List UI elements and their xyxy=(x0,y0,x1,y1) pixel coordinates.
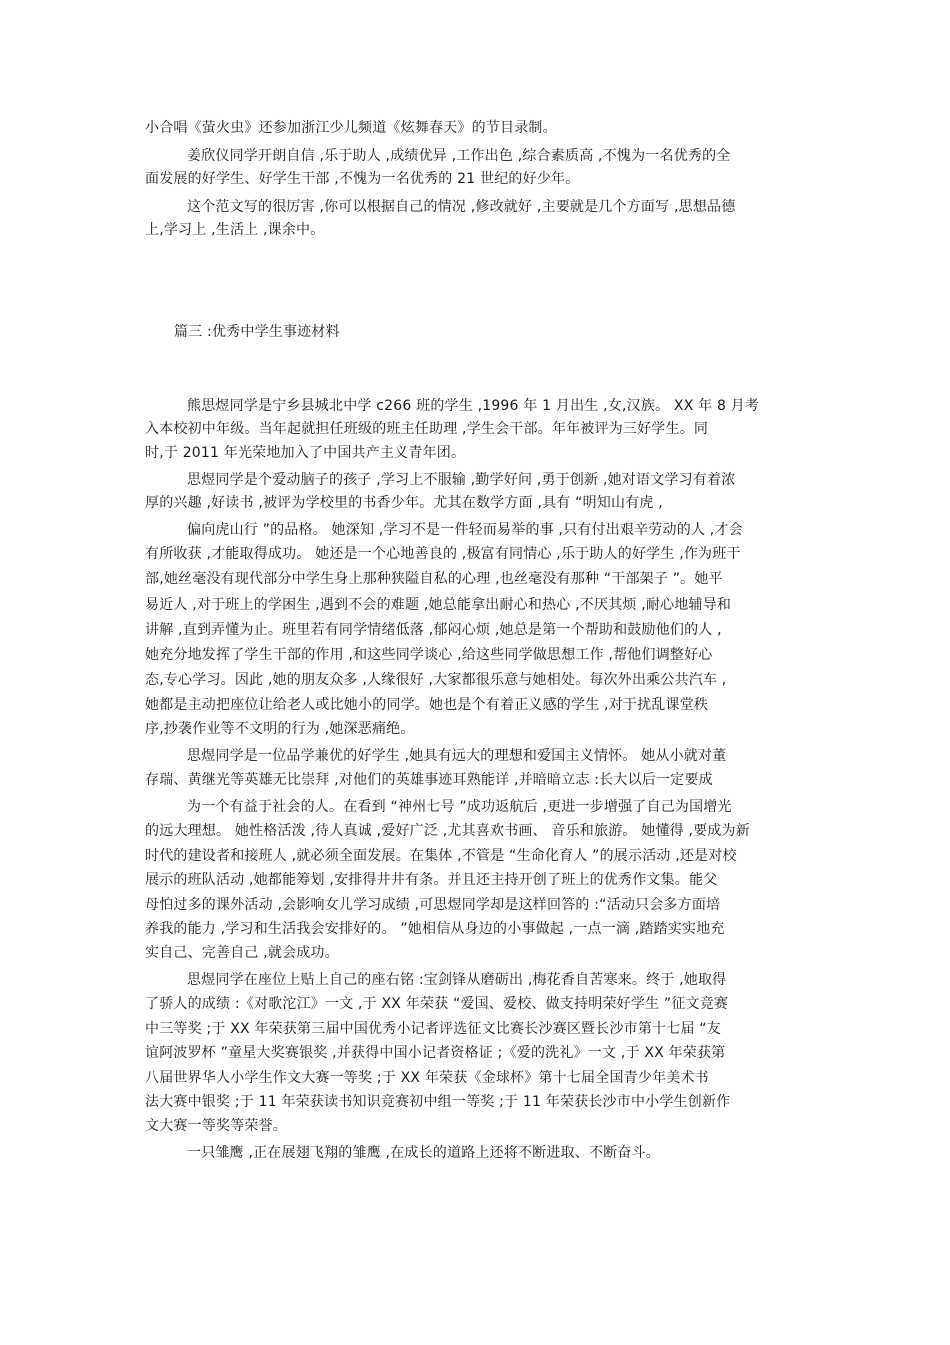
text-line: 了骄人的成绩 :《对歌沱江》一文 ,于 XX 年荣获 “爱国、爱校、做支持明荣好学生 ”征文竞赛 xyxy=(145,996,729,1012)
text-line: 上,学习上 ,生活上 ,课余中。 xyxy=(145,222,325,238)
text-line: 时代的建设者和接班人 ,就必须全面发展。在集体 ,不管是 “生命化育人 ”的展示活动 ,还是对校 xyxy=(145,848,737,864)
text-line: 时,于 2011 年光荣地加入了中国共产主义青年团。 xyxy=(145,445,466,461)
paragraph-start: 思煜同学是一位品学兼优的好学生 ,她具有远大的理想和爱国主义情怀。 她从小就对董 xyxy=(187,748,727,764)
text-line: 部,她丝毫没有现代部分中学生身上那种狭隘自私的心理 ,也丝毫没有那种 “干部架子 ”。她平 xyxy=(145,571,723,587)
text-line: 面发展的好学生、好学生干部 ,不愧为一名优秀的 21 世纪的好少年。 xyxy=(145,171,580,187)
text-line: 八届世界华人小学生作文大赛一等奖 ;于 XX 年荣获《金球杯》第十七届全国青少年美术书 xyxy=(145,1070,709,1086)
text-line: 实自己、完善自己 ,就会成功。 xyxy=(145,945,339,961)
paragraph-start: 思煜同学在座位上贴上自己的座右铭 :宝剑锋从磨砺出 ,梅花香自苦寒来。终于 ,她取得 xyxy=(187,972,727,988)
text-line: 厚的兴趣 ,好读书 ,被评为学校里的书香少年。尤其在数学方面 ,具有 “明知山有虎 , xyxy=(145,495,663,511)
text-line: 的远大理想。 她性格活泼 ,待人真诚 ,爱好广泛 ,尤其喜欢书画、 音乐和旅游。 她懂得 ,要成为新 xyxy=(145,823,750,839)
text-line: 讲解 ,直到弄懂为止。班里若有同学情绪低落 ,郁闷心烦 ,她总是第一个帮助和鼓励他们的人 , xyxy=(145,622,722,638)
text-line: 展示的班队活动 ,她都能筹划 ,安排得井井有条。并且还主持开创了班上的优秀作文集。能父 xyxy=(145,872,718,888)
text-line: 中三等奖 ;于 XX 年荣获第三届中国优秀小记者评选征文比赛长沙赛区暨长沙市第十七届 “友 xyxy=(145,1021,721,1037)
paragraph-start: 熊思煜同学是宁乡县城北中学 c266 班的学生 ,1996 年 1 月出生 ,女,汉族。 XX 年 8 月考 xyxy=(187,398,760,414)
text-line: 她充分地发挥了学生干部的作用 ,和这些同学谈心 ,给这些同学做思想工作 ,帮他们调整好心 xyxy=(145,647,713,663)
text-line: 文大赛一等奖等荣誉。 xyxy=(145,1118,287,1134)
section-heading: 篇三 :优秀中学生事迹材料 xyxy=(174,324,340,340)
text-line: 态,专心学习。因此 ,她的朋友众多 ,人缘很好 ,大家都很乐意与她相处。每次外出乘公共汽车 , xyxy=(145,672,727,688)
text-line: 为一个有益于社会的人。在看到 “神州七号 ”成功返航后 ,更进一步增强了自己为国增光 xyxy=(187,799,732,815)
text-line: 她都是主动把座位让给老人或比她小的同学。她也是个有着正义感的学生 ,对于扰乱课堂秩 xyxy=(145,697,709,713)
text-line: 法大赛中银奖 ;于 11 年荣获读书知识竞赛初中组一等奖 ;于 11 年荣获长沙市中小学生创新作 xyxy=(145,1094,731,1110)
paragraph-start: 一只雏鹰 ,正在展翅飞翔的雏鹰 ,在成长的道路上还将不断进取、不断奋斗。 xyxy=(187,1145,660,1161)
text-line: 养我的能力 ,学习和生活我会安排好的。 ”她相信从身边的小事做起 ,一点一滴 ,踏踏实实地充 xyxy=(145,921,725,937)
text-line: 序,抄袭作业等不文明的行为 ,她深恶痛绝。 xyxy=(145,721,415,737)
text-line: 小合唱《萤火虫》还参加浙江少儿频道《炫舞春天》的节目录制。 xyxy=(145,120,557,136)
text-line: 入本校初中年级。当年起就担任班级的班主任助理 ,学生会干部。年年被评为三好学生。同 xyxy=(145,421,709,437)
text-line: 母怕过多的课外活动 ,会影响女儿学习成绩 ,可思煜同学却是这样回答的 :“活动只会多方面培 xyxy=(145,897,721,913)
text-line: 易近人 ,对于班上的学困生 ,遇到不会的难题 ,她总能拿出耐心和热心 ,不厌其烦 ,耐心地辅导和 xyxy=(145,597,732,613)
paragraph-start: 这个范文写的很厉害 ,你可以根据自己的情况 ,修改就好 ,主要就是几个方面写 ,思想品德 xyxy=(187,199,736,215)
text-line: 存瑞、黄继光等英雄无比崇拜 ,对他们的英雄事迹耳熟能详 ,并暗暗立志 :长大以后一定要成 xyxy=(145,772,713,788)
text-line: 偏向虎山行 ”的品格。 她深知 ,学习不是一件轻而易举的事 ,只有付出艰辛劳动的人 ,才会 xyxy=(187,522,743,538)
paragraph-start: 思煜同学是个爱动脑子的孩子 ,学习上不服输 ,勤学好问 ,勇于创新 ,她对语文学习有着浓 xyxy=(187,472,736,488)
text-line: 有所收获 ,才能取得成功。 她还是一个心地善良的 ,极富有同情心 ,乐于助人的好学生 ,作为班干 xyxy=(145,546,741,562)
paragraph-start: 姜欣仪同学开朗自信 ,乐于助人 ,成绩优异 ,工作出色 ,综合素质高 ,不愧为一名优秀的全 xyxy=(187,148,731,164)
text-line: 谊阿波罗杯 ”童星大奖赛银奖 ,并获得中国小记者资格证 ;《爱的洗礼》一文 ,于 XX 年荣获第 xyxy=(145,1045,726,1061)
